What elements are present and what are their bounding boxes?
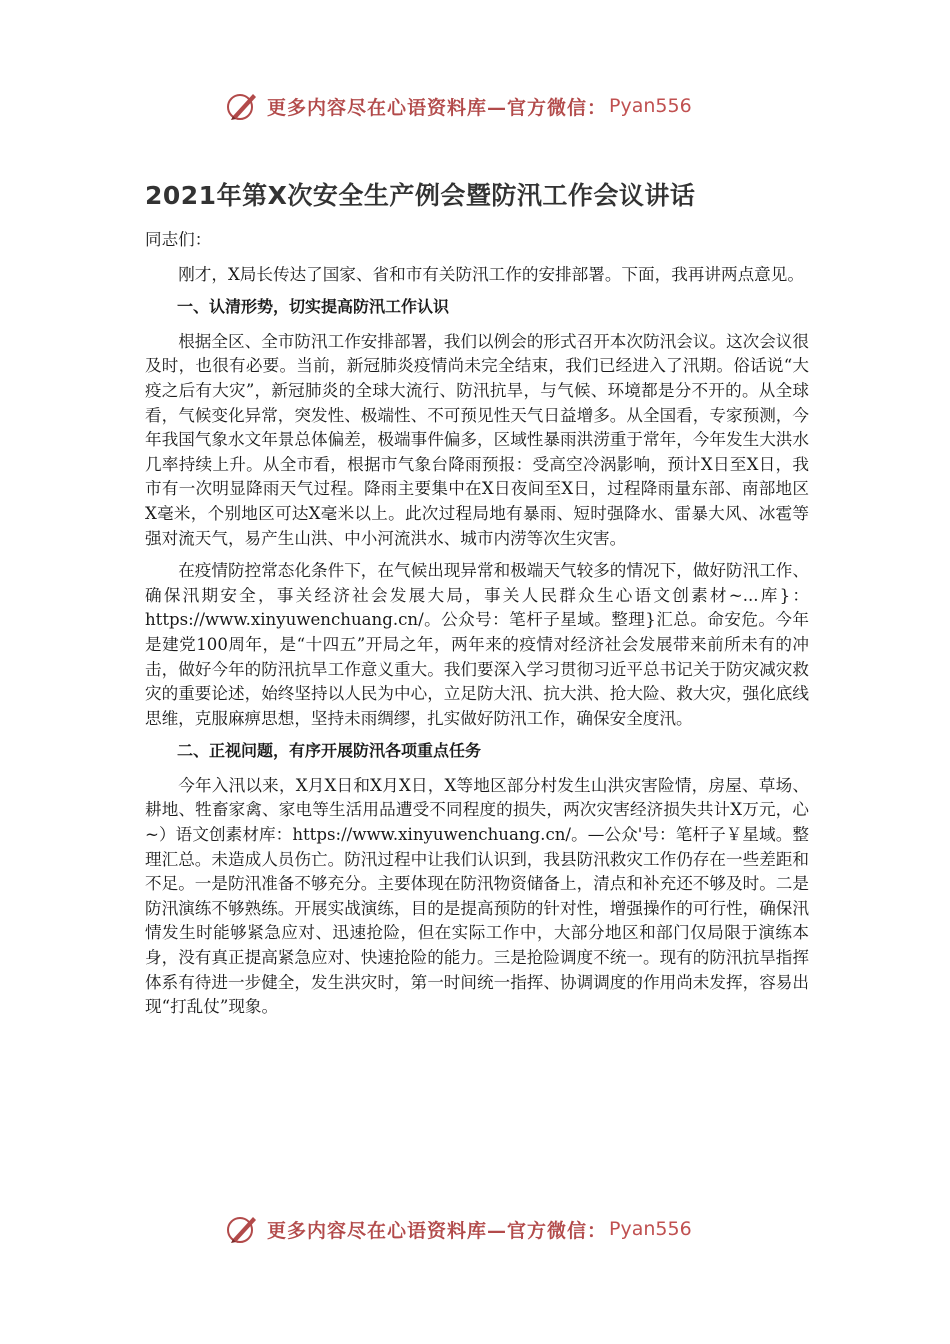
- greeting: 同志们：: [145, 230, 212, 249]
- watermark-text: 更多内容尽在心语资料库—官方微信：: [267, 96, 608, 119]
- document-title: 2021年第X次安全生产例会暨防汛工作会议讲话: [145, 181, 696, 210]
- watermark-banner-top: [225, 84, 745, 128]
- watermark-text: 更多内容尽在心语资料库—官方微信：: [267, 1219, 608, 1242]
- section-1-paragraph-1: 根据全区、全市防汛工作安排部署，我们以例会的形式召开本次防汛会议。这次会议很及时，也很有必要。当前，新冠肺炎疫情尚未完全结束，我们已经进入了汛期。俗话说“大疫之后有大灾”，新冠肺炎的全球大流行、防汛抗旱，与气候、环境都是分不开的。从全球看，气候变化异常，突发性、极端性、不可预见性天气日益增多。从全国看，专家预测，今年我国气象水文年景总体偏差，极端事件偏多，区域性暴雨洪涝重于常年，今年发生大洪水几率持续上升。从全市看，根据市气象台降雨预报：受高空冷涡影响，预计X日至X日，我市有一次明显降雨天气过程。降雨主要集中在X日夜间至X日，过程降雨量东部、南部地区X毫米，个别地区可达X毫米以上。此次过程局地有暴雨、短时强降水、雷暴大风、冰雹等强对流天气，易产生山洪、中小河流洪水、城市内涝等次生灾害。: [145, 331, 809, 548]
- watermark-contact: Pyan556: [609, 95, 692, 117]
- section-1-paragraph-2: 在疫情防控常态化条件下，在气候出现异常和极端天气较多的情况下，做好防汛工作、确保汛期安全，事关经济社会发展大局，事关人民群众生心语文创素材~...库}：https://www.xinyuwenchuang.cn/。公众号：笔杆子星域。整理}汇总。命安危。今年是建党100周年，是“十四五”开局之年，两年来的疫情对经济社会发展带来前所未有的冲击，做好今年的防汛抗旱工作意义重大。我们要深入学习贯彻习近平总书记关于防灾减灾救灾的重要论述，始终坚持以人民为中心，立足防大汛、抗大洪、抢大险、救大灾，强化底线思维，克服麻痹思想，坚持未雨绸缪，扎实做好防汛工作，确保安全度汛。: [145, 561, 809, 728]
- watermark-contact: Pyan556: [609, 1218, 692, 1240]
- pen-logo-icon: [225, 1211, 261, 1247]
- section-1-heading: 一、认清形势，切实提高防汛工作认识: [177, 297, 450, 317]
- watermark-banner-bottom: [225, 1207, 745, 1251]
- pen-logo-icon: [225, 88, 261, 124]
- intro-paragraph: 刚才，X局长传达了国家、省和市有关防汛工作的安排部署。下面，我再讲两点意见。: [178, 264, 804, 284]
- section-2-heading: 二、正视问题，有序开展防汛各项重点任务: [177, 741, 482, 761]
- section-2-paragraph-1: 今年入汛以来，X月X日和X月X日，X等地区部分村发生山洪灾害险情，房屋、草场、耕地、牲畜家禽、家电等生活用品遭受不同程度的损失，两次灾害经济损失共计X万元，心~）语文创素材库：https://www.xinyuwenchuang.cn/。—公众'号：笔杆子￥星域。整理汇总。未造成人员伤亡。防汛过程中让我们认识到，我县防汛救灾工作仍存在一些差距和不足。一是防汛准备不够充分。主要体现在防汛物资储备上，清点和补充还不够及时。二是防汛演练不够熟练。开展实战演练，目的是提高预防的针对性，增强操作的可行性，确保汛情发生时能够紧急应对、迅速抢险，但在实际工作中，大部分地区和部门仅局限于演练本身，没有真正提高紧急应对、快速抢险的能力。三是抢险调度不统一。现有的防汛抗旱指挥体系有待进一步健全，发生洪灾时，第一时间统一指挥、协调调度的作用尚未发挥，容易出现“打乱仗”现象。: [145, 775, 809, 1017]
- document-body: [145, 228, 809, 1028]
